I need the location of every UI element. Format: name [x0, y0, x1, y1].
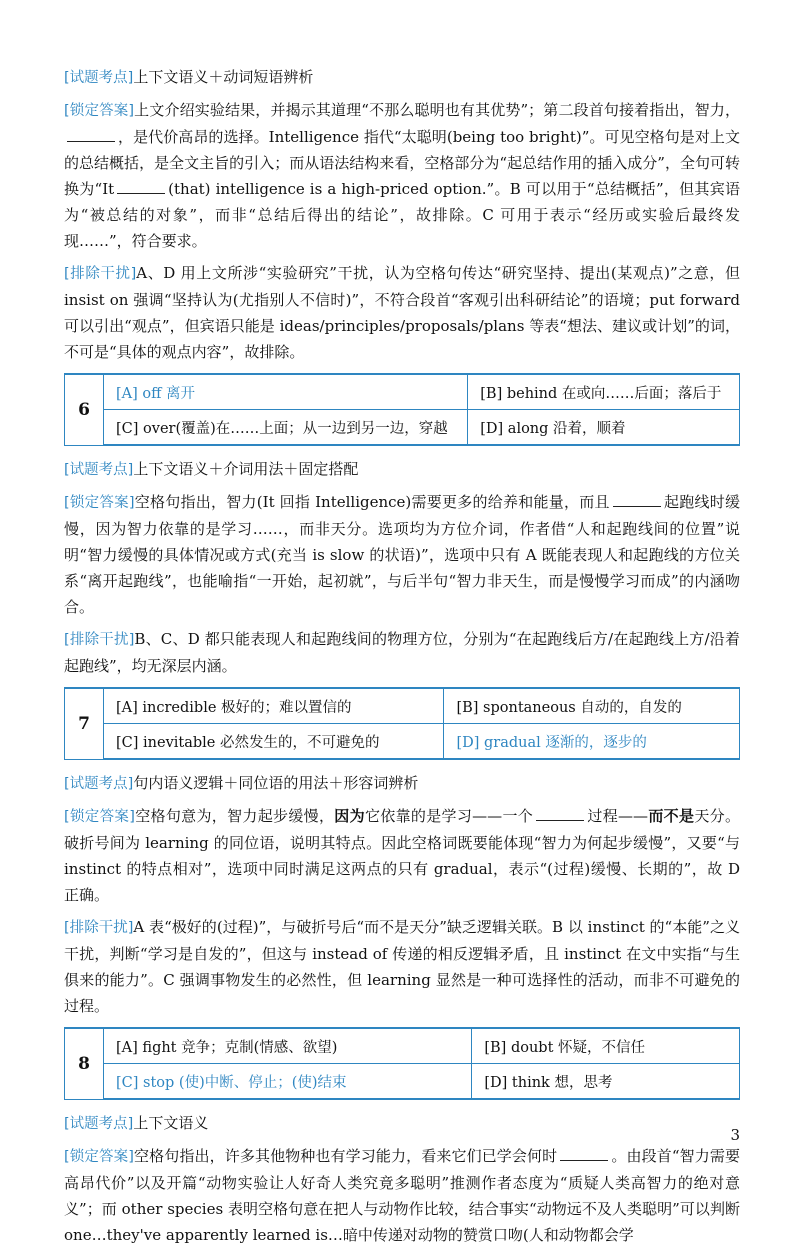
page-number: 3: [730, 1126, 740, 1144]
kaodian-tag: [试题考点]: [64, 1116, 134, 1132]
option-c: [C] inevitable 必然发生的，不可避免的: [104, 724, 444, 760]
q7-options-table: [64, 687, 740, 760]
kaodian-tag: [试题考点]: [64, 70, 134, 86]
q7-suoding: [锁定答案]空格句意为，智力起步缓慢，因为它依靠的是学习——一个 过程——而不是天分。破折号间为 learning 的同位语，说明其特点。因此空格词既要能体现“智力为何起步缓慢”，又要“与 instinct 的特点相对”，选项中同时满足这两点的只有 gradual，表示“(过程)缓慢、长期的”，故 D 正确。: [64, 807, 740, 904]
suoding-tag: [锁定答案]: [64, 1149, 134, 1165]
blank-line: [613, 492, 661, 507]
q8-kaodian: [试题考点]上下文语义: [64, 1114, 209, 1132]
option-a: [A] off 离开: [104, 374, 468, 410]
q6-kaodian: [试题考点]上下文语义＋介词用法＋固定搭配: [64, 460, 359, 478]
blank-line: [117, 179, 165, 194]
blank-line: [536, 806, 584, 821]
paichu-tag: [排除干扰]: [64, 632, 135, 648]
q6-options-table: [64, 373, 740, 446]
question-number: 8: [65, 1028, 104, 1099]
blank-line: [67, 127, 115, 142]
q8-options-table: [64, 1027, 740, 1100]
question-number: 6: [65, 374, 104, 445]
q7-kaodian: [试题考点]句内语义逻辑＋同位语的用法＋形容词辨析: [64, 774, 419, 792]
option-a: [A] incredible 极好的；难以置信的: [104, 688, 444, 724]
option-d: [D] along 沿着，顺着: [468, 410, 740, 446]
option-c: [C] over(覆盖)在……上面；从一边到另一边，穿越: [104, 410, 468, 446]
q5-paichu: [排除干扰]A、D 用上文所涉“实验研究”干扰，认为空格句传达“研究坚持、提出(某观点)”之意，但 insist on 强调“坚持认为(尤指别人不信时)”，不符合段首“客观引出科研结论”的语境；put forward 可以引出“观点”，但宾语只能是 ideas/principles/proposals/plans 等表“想法、建议或计划”的词，不可是“具体的观点内容”，故排除。: [64, 264, 740, 361]
blank-line: [560, 1146, 608, 1161]
q6-paichu: [排除干扰]B、C、D 都只能表现人和起跑线间的物理方位，分别为“在起跑线后方/在起跑线上方/沿着起跑线”，均无深层内涵。: [64, 630, 740, 675]
paichu-tag: [排除干扰]: [64, 266, 137, 282]
kaodian-tag: [试题考点]: [64, 776, 134, 792]
option-b: [B] behind 在或向……后面；落后于: [468, 374, 740, 410]
option-b: [B] spontaneous 自动的，自发的: [444, 688, 740, 724]
option-d: [D] gradual 逐渐的，逐步的: [444, 724, 740, 760]
option-c: [C] stop (使)中断、停止；(使)结束: [104, 1064, 472, 1100]
option-b: [B] doubt 怀疑，不信任: [472, 1028, 740, 1064]
suoding-tag: [锁定答案]: [64, 495, 135, 511]
q6-suoding: [锁定答案]空格句指出，智力(It 回指 Intelligence)需要更多的给养和能量，而且 起跑线时缓慢，因为智力依靠的是学习……，而非天分。选项均为方位介词，作者借“人和起跑线间的位置”说明“智力缓慢的具体情况或方式(充当 is slow 的状语)”，选项中只有 A 既能表现人和起跑线的方位关系“离开起跑线”，也能喻指“一开始，起初就”，与后半句“智力非天生，而是慢慢学习而成”的内涵吻合。: [64, 493, 740, 616]
q5-suoding: [锁定答案]上文介绍实验结果，并揭示其道理“不那么聪明也有其优势”；第二段首句接着指出，智力，，是代价高昂的选择。Intelligence 指代“太聪明(being too bright)”。可见空格句是对上文的总结概括，是全文主旨的引入；而从语法结构来看，空格部分为“起总结作用的插入成分”，全句可转换为“It (that) intelligence is a high-priced option.”。B 可以用于“总结概括”，但其宾语为“被总结的对象”，而非“总结后得出的结论”，故排除。C 可用于表示“经历或实验后最终发现……”，符合要求。: [64, 101, 740, 250]
kaodian-tag: [试题考点]: [64, 462, 134, 478]
q8-suoding: [锁定答案]空格句指出，许多其他物种也有学习能力，看来它们已学会何时 。由段首“智力需要高昂代价”以及开篇“动物实验让人好奇人类究竟多聪明”推测作者态度为“质疑人类高智力的绝对意义”；而 other species 表明空格句意在把人与动物作比较，结合事实“动物远不及人类聪明”可以判断 one…they've apparently learned is…暗中传递对动物的赞赏口吻(人和动物都会学: [64, 1147, 740, 1244]
question-number: 7: [65, 688, 104, 759]
page-content: [64, 64, 740, 1254]
option-a: [A] fight 竞争；克制(情感、欲望): [104, 1028, 472, 1064]
q5-kaodian: [试题考点]上下文语义＋动词短语辨析: [64, 68, 314, 86]
suoding-tag: [锁定答案]: [64, 809, 135, 825]
suoding-tag: [锁定答案]: [64, 103, 135, 119]
option-d: [D] think 想，思考: [472, 1064, 740, 1100]
q7-paichu: [排除干扰]A 表“极好的(过程)”，与破折号后“而不是天分”缺乏逻辑关联。B 以 instinct 的“本能”之义干扰，判断“学习是自发的”，但这与 instead of 传递的相反逻辑矛盾，且 instinct 在文中实指“与生俱来的能力”。C 强调事物发生的必然性，但 learning 显然是一种可选择性的活动，而非不可避免的过程。: [64, 918, 740, 1015]
paichu-tag: [排除干扰]: [64, 920, 134, 936]
